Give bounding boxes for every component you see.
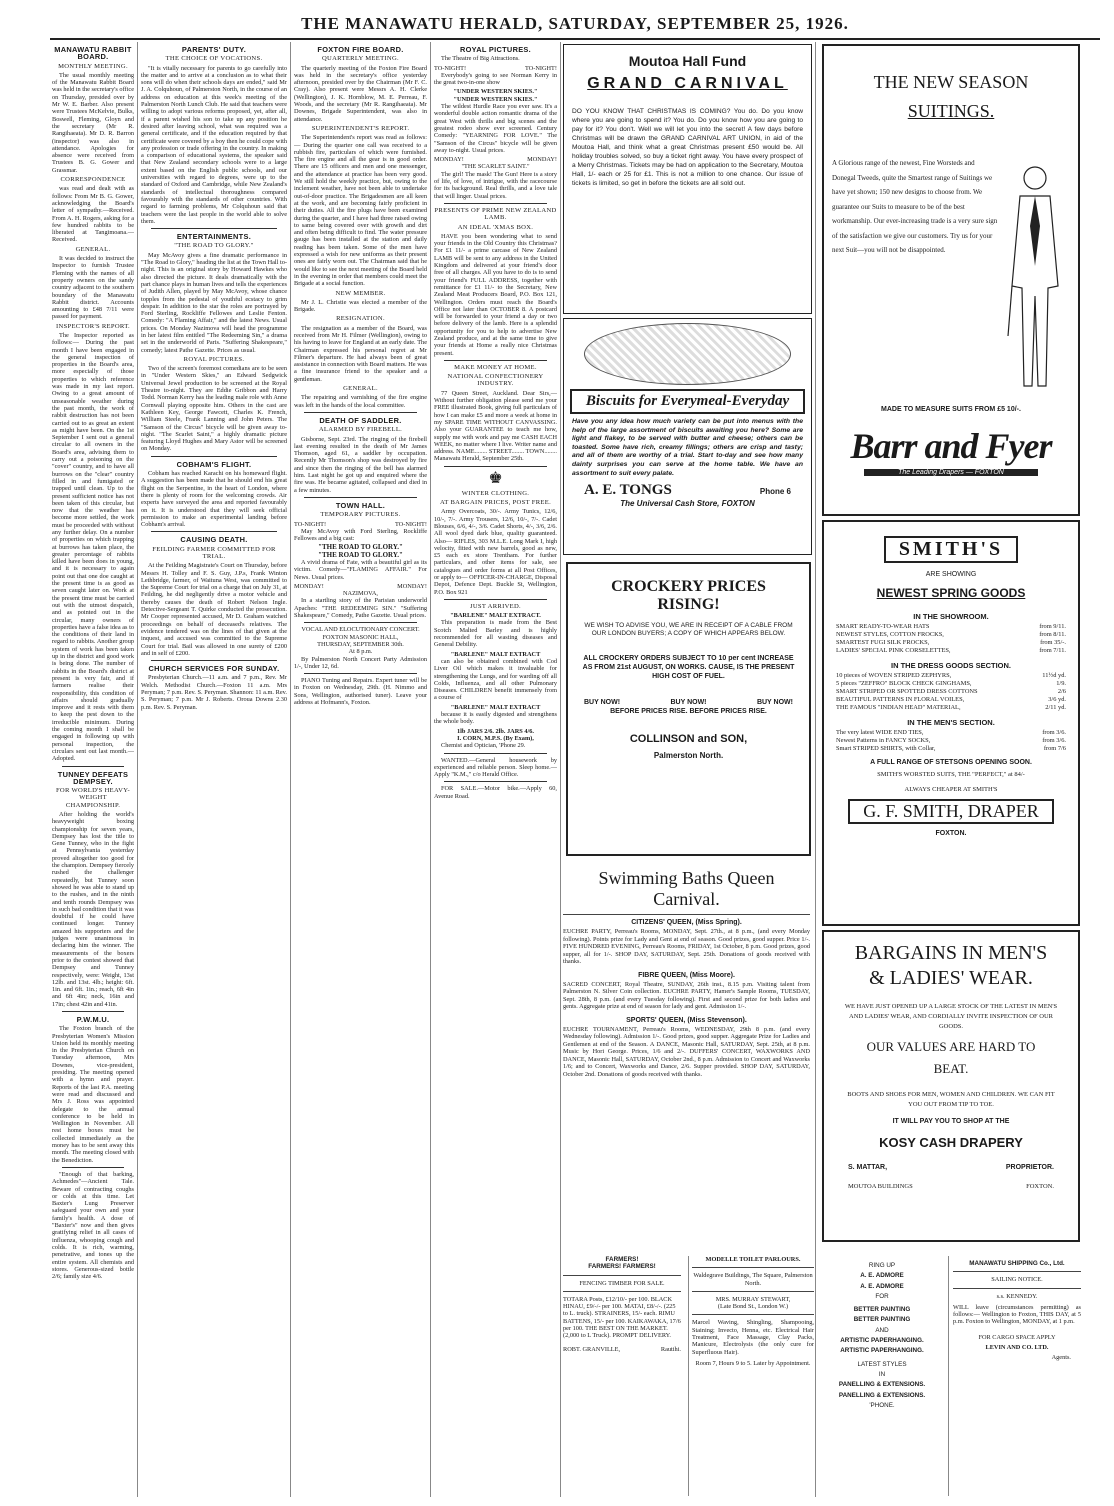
stetsons-line: A FULL RANGE OF STETSONS OPENING SOON. xyxy=(870,759,1032,766)
item-price: from 7/11. xyxy=(1039,647,1066,654)
farmers-place: Rautihi. xyxy=(660,1345,681,1353)
item-price: 2/11 yd. xyxy=(1045,704,1066,711)
smiths-title: SMITH'S xyxy=(884,536,1018,563)
store-tagline: The Universal Cash Store, FOXTON xyxy=(620,499,755,509)
barr-fyer-logo: Barr and Fyer xyxy=(850,426,1052,466)
shipping-notice: SAILING NOTICE. xyxy=(991,1276,1043,1284)
suitings-subtitle: SUITINGS. xyxy=(907,101,995,121)
price-line: 1lb JARS 2/6. 2lb. JARS 4/6. xyxy=(457,727,534,735)
admore-name: A. E. ADMORE xyxy=(860,1282,904,1290)
admore-service: ARTISTIC PAPERHANGING. xyxy=(840,1337,924,1345)
product-title: "BARLENE" MALT EXTRACT. xyxy=(450,612,541,620)
paragraph: because it is easily digested and strengthens the whole body. xyxy=(434,711,557,726)
paragraph: Army Overcoats, 30/-. Army Tunics, 12/6, 10/-, 7/-. Army Trousers, 12/6, 10/-, 7/-. Cadet Blouses, 6/6, 4/-, 3/6. Cadet Shorts, 4/-, 3/6, 2/6. All wool dyed dark blue, quality guaranteed. Also— RIFLES, 303 M.L.E. Long Mark I, high velocity, fitted with new barrels, good as new, £5 each ex store Trentham. For further particulars, and other items for sale, see catalogues and order forms at all Post Offices, or apply to— OFFICER-IN-CHARGE, Disposal Depot, Defence Dept. Buckle St, Wellington, P.O. Box 921 xyxy=(434,508,557,596)
section-heading: IN THE DRESS GOODS SECTION. xyxy=(890,661,1011,670)
admore-ad xyxy=(822,1256,942,1496)
crockery-subtitle: RISING! xyxy=(657,596,720,613)
queen-events: SACRED CONCERT, Royal Theatre, SUNDAY, 26th inst., 8.15 p.m. Visiting talent from Palmerston N. Silver Coin collection. EUCHRE PARTY, Hamer's Sample Rooms, TUESDAY, Sept. 28th, 8 p.m. (and every Tuesday following). First and second prize for both ladies and gents. Aggregate prize at end of season for lady and gent. Admission 1/-. xyxy=(563,980,810,1010)
item-name: 10 pieces of WOVEN STRIPED ZEPHYRS, xyxy=(836,672,952,679)
item-price: from 3/6. xyxy=(1042,737,1066,744)
subhead: MONTHLY MEETING. xyxy=(58,62,128,70)
barr-fyer-tagline: The Leading Drapers — FOXTON xyxy=(864,469,1038,476)
paragraph: The wildest Hurdle Race you ever saw. It's a wonderful double action romantic drama of the great West with thrills and big scenes and the greatest rodeo show ever screened. Century Comedy: "YEARNING FOR LOVE." The "Samson of the Circus" bicycle will be given away to-night. Usual prices. xyxy=(434,103,557,154)
modelle-note: (Late Bond St., London W.) xyxy=(717,1303,789,1311)
subhead: INSPECTOR'S REPORT. xyxy=(55,322,131,330)
swimming-subtitle: Carnival. xyxy=(653,889,720,909)
modelle-hours: Room 7, Hours 9 to 5. Later by Appointment. xyxy=(695,1359,811,1367)
queen-heading: FIBRE QUEEN, (Miss Moore). xyxy=(638,971,735,979)
dress-goods-list xyxy=(824,670,1078,714)
subhead: CORRESPONDENCE xyxy=(60,176,126,184)
concert-date: THURSDAY, SEPTEMBER 30th. xyxy=(317,640,404,648)
column-2 xyxy=(141,42,287,1497)
film-title: "THE ROAD TO GLORY." xyxy=(318,543,403,552)
paragraph: The Superintendent's report was read as follows:— During the quarter one call was received to a rubbish fire, particulars of which were furnished. The fire engine and all the gear is in good order. There are 15 officers and men and one messenger, and the attendance at practice has been very good. We still hold the weekly practice, but, owing to the inclement weather, have not been able to undertake out-of-door practice. The Brigadesmen are all keen at the work, and are becoming fairly proficient in their duties. All the fire plugs have been examined during the quarter, and I have had three raised owing to same being covered over with growth and dirt and often being difficult to find. The water pressure gauge has been installed at the station and daily reading has been taken. Some of the men have expressed a wish for new uniforms as their present ones are fairly worn out. The Chairman said that he would like to see the next meeting of the Board held in the evening in order that members could meet the Brigade at a social function. xyxy=(294,134,427,288)
item-price: 1/9. xyxy=(1056,680,1066,687)
admore-service: PANELLING & EXTENSIONS. xyxy=(838,1381,926,1389)
subhead: WINTER CLOTHING. xyxy=(461,489,530,497)
biscuit-tray-illustration xyxy=(584,323,791,385)
section-heading: IN THE SHOWROOM. xyxy=(913,612,989,621)
list-item xyxy=(836,704,1066,712)
item-price: 11½d yd. xyxy=(1042,672,1066,679)
crockery-title: CROCKERY PRICES xyxy=(611,578,766,595)
queen-heading: CITIZENS' QUEEN, (Miss Spring). xyxy=(631,919,742,926)
headline: MANAWATU RABBIT BOARD. xyxy=(54,45,132,62)
subhead: NATIONAL CONFECTIONERY INDUSTRY. xyxy=(447,373,544,388)
subhead: THE CHOICE OF VOCATIONS. xyxy=(165,55,263,63)
store-building: MOUTOA BUILDINGS xyxy=(848,1183,913,1190)
subhead: AN IDEAL 'XMAS BOX. xyxy=(457,223,534,231)
admore-service: BETTER PAINTING xyxy=(853,1306,911,1314)
column-3 xyxy=(294,42,427,1497)
item-name: The very latest WIDE END TIES, xyxy=(836,729,924,736)
item-price: from 9/11. xyxy=(1039,623,1066,630)
list-item xyxy=(836,688,1066,696)
text: TO-NIGHT! xyxy=(294,520,327,528)
paragraph: Cobham has reached Karachi on his homeward flight. A suggestion has been made that he should end his great flight on the Serpentine, in the heart of London, where there is plenty of room for the welcoming crowds. Air experts have surveyed the area and reported favourably on it. It is understood that they will seek official permission to make an experimental landing before Cobham's arrival. xyxy=(141,470,287,529)
paragraph: A vivid drama of Fate, with a beautiful girl as its victim. Comedy—"FLAMING AFFAIR." For News. Usual prices. xyxy=(294,559,427,581)
carnival-text: DO YOU KNOW THAT CHRISTMAS IS COMING? You do. Do you know where you are going to spend it? You do. Do you know how you are going to pay for it? You don't. Well we will let you into the secret! A few days before Christmas will be drawn the GRAND CARNIVAL ART UNION, in aid of the Moutoa Hall, and think what a great Christmas present £50 would be. All holiday troubles solved, so buy a ticket right away. You have every prospect of a Merry Christmas. Tickets may be had on application to the Secretary, Moutoa Hall, 1/- each or 25 for £1. This is not a million to one chance. Our issue of tickets is limited, so get in before the tickets are all sold out. xyxy=(572,108,803,187)
item-name: NEWEST STYLES, COTTON FROCKS, xyxy=(836,631,944,638)
text: TO-NIGHT! xyxy=(394,520,427,528)
item-name: LADIES' SPECIAL PINK CORSELETTES, xyxy=(836,647,951,654)
item-name: SMARTEST FUGI SILK FROCKS, xyxy=(836,639,930,646)
queen-heading: SPORTS' QUEEN, (Miss Stevenson). xyxy=(626,1016,747,1024)
admore-line: AND xyxy=(875,1326,889,1334)
headline: DEATH OF SADDLER. xyxy=(319,415,402,425)
crockery-location: Palmerston North. xyxy=(653,751,724,760)
item-name: SMART READY-TO-WEAR HATS xyxy=(836,623,930,630)
shipping-company: MANAWATU SHIPPING Co., Ltd. xyxy=(969,1260,1065,1267)
paragraph: In a startling story of the Parisian underworld Apaches: "THE REDEEMING SIN." "Suffering Shakespeare," Comedy, Pathe Gazette. Usual prices. xyxy=(294,597,427,620)
subhead: FEILDING FARMER COMMITTED FOR TRIAL. xyxy=(152,545,276,560)
farmers-heading: FENCING TIMBER FOR SALE. xyxy=(579,1279,665,1287)
proprietor-name: S. MATTAR, xyxy=(848,1164,888,1171)
paragraph: Chemist and Optician, 'Phone 29. xyxy=(441,742,526,750)
admore-name: A. E. ADMORE xyxy=(860,1272,904,1280)
admore-line: FOR xyxy=(875,1292,889,1300)
carnival-title: Moutoa Hall Fund xyxy=(628,53,747,69)
bargains-store: KOSY CASH DRAPERY xyxy=(879,1135,1023,1150)
headline: PARENTS' DUTY. xyxy=(181,45,247,54)
carnival-ad xyxy=(563,44,812,314)
paragraph: By Palmerston North Concert Party Admission 1/-, Under 12, 6d. xyxy=(294,655,427,670)
paragraph: The girl! The mask! The Gun! Here is a story of life, of love, of intrigue, with the racecourse for its background. Real thrills, and a love tale that will linger. Usual prices. xyxy=(434,170,557,200)
item-price: 3/6 yd. xyxy=(1048,696,1066,703)
admore-service: BETTER PAINTING xyxy=(853,1316,911,1324)
farmers-title-2: FARMERS! FARMERS! xyxy=(588,1263,656,1271)
list-item xyxy=(836,647,1066,655)
masthead-title: THE MANAWATU HERALD, SATURDAY, SEPTEMBER 25, 1926. xyxy=(301,14,849,33)
paragraph: Gisborne, Sept. 23rd. The ringing of the firebell last evening resulted in the death of Mr James Thomson, aged 61, a saddler by occupation. Recently Mr Thomson's shop was destroyed by fire and since then the ringing of the bell has alarmed him. Last night he got up and enquired where the fire was. He became agitated, collapsed and died in a few minutes. xyxy=(294,435,427,494)
smiths-headline: NEWEST SPRING GOODS xyxy=(876,586,1026,600)
paragraph: can also be obtained combined with Cod Liver Oil which makes it invaluable for strengthening the Lungs, and for warding off all Colds, Influenza, and all other Pulmonary Diseases. CHILDREN benefit immensely from a course of xyxy=(434,657,557,702)
subhead: PRESENTS OF PRIME NEW ZEALAND LAMB. xyxy=(434,206,557,222)
cheaper-line: ALWAYS CHEAPER AT SMITH'S xyxy=(904,786,998,793)
modelle-services: Marcel Waving, Shingling, Shampooing, Staining; Invecto, Henna, etc. Electrical Hair Treatment, Face Massage, Clay Packs, Manicure, Electrolysis (the only cure for Superfluous Hair). xyxy=(692,1319,814,1356)
product-title: "BARLENE" MALT EXTRACT xyxy=(450,650,541,658)
list-item xyxy=(836,639,1066,647)
biscuits-text: Have you any idea how much variety can be put into menus with the help of the large assortment of biscuits awaiting you here? Some are light and flakey, to be served with butter and cheese; others can be toasted. Some have rich, creamy fillings; others are crisp and tasty; and all of them are worthy of a trial. Start to-day and see how many dainty surprises you can serve at the home table. We have an assortment to suit every palate. xyxy=(572,418,803,477)
shipping-vessel: s.s. KENNEDY. xyxy=(996,1292,1038,1300)
masthead xyxy=(50,14,1100,40)
chemist-name: I. CORN, M.P.S. (By Exam), xyxy=(457,734,534,742)
item-price: from 3/6. xyxy=(1042,729,1066,736)
paragraph: The repairing and varnishing of the fire engine was left in the hands of the local committee. xyxy=(294,394,427,409)
store-name: A. E. TONGS xyxy=(584,482,672,499)
biscuits-banner: Biscuits for Everymeal-Everyday xyxy=(570,389,805,414)
subhead: AT BARGAIN PRICES, POST FREE. xyxy=(439,499,552,507)
modelle-title: MODELLE TOILET PARLOURS. xyxy=(705,1256,801,1263)
film-title: "UNDER WESTERN SKIES." xyxy=(453,88,538,96)
farmers-seller: ROBT. GRANVILLE, xyxy=(563,1345,621,1353)
queen-events: EUCHRE TOURNAMENT, Perreau's Rooms, WEDNESDAY, 29th 8 p.m. (and every Wednesday following). Admission 1/-. Good prizes, good supper. Aggregate Prize for Ladies and Gentlemen at end of the Season. A DANCE, Masonic Hall, SATURDAY, Sept. 25th, at 8 p.m. Music by Hori George. Prices, 1/6 and 2/-. DUFFERS' CONCERT, WAXWORKS AND DANCE, Masonic Hall, SATURDAY, October 2nd., 8 p.m. Admission to Concert and Waxworks 1/6; and to Concert, Waxworks and Dance, 2/6. Supper provided. SHOP DAY, SATURDAY, October 2nd. Donations of goods received with thanks. xyxy=(563,1025,810,1078)
shipping-cargo: FOR CARGO SPACE APPLY xyxy=(978,1333,1056,1341)
crest-icon: ♚ xyxy=(488,469,503,487)
bargains-values: OUR VALUES ARE HARD TO BEAT. xyxy=(866,1039,1036,1076)
paragraph: It was decided to instruct the Inspector to furnish Trustee Fleming with the names of all property owners on the sandy country adjacent to the southern boundary of the Manawatu Rabbit district. Accounts amounting to £48 7/11 were passed for payment. xyxy=(52,255,134,321)
crockery-notice: ALL CROCKERY ORDERS SUBJECT TO 10 per cent INCREASE AS FROM 21st AUGUST, ON WORKS. CAUSE, IS THE PRESENT HIGH COST OF FUEL. xyxy=(582,655,795,680)
paragraph: 77 Queen Street, Auckland. Dear Sirs,—Without further obligation please send me your FREE illustrated Book, giving full particulars of how I can make £5 and more a week at home in my SPARE TIME WITHOUT CANVASSING. Also your GUARANTEE to teach me how, supply me with work and pay me CASH EACH WEEK, no matter where I live. Writer name and address. NAME........ STREET........ TOWN........ Manawatu Herald, September 25th. xyxy=(434,389,557,463)
paragraph: FOR SALE.—Motor bike.—Apply 60, Avenue Road. xyxy=(434,785,557,800)
concert-title: VOCAL AND ELOCUTIONARY CONCERT. xyxy=(301,626,420,634)
buy-now: BUY NOW! xyxy=(584,699,621,706)
text: TO-NIGHT! xyxy=(434,64,467,72)
film-title: "THE SCARLET SAINT." xyxy=(461,163,530,171)
farmers-ad xyxy=(563,1256,681,1496)
paragraph: was read and dealt with as follows: From Mr B. G. Gower, acknowledging the Board's letter of sympathy.—Received. From A. H. Rogers, asking for a few hundred rabbits to be liberated at Tangimoana.—Received. xyxy=(52,185,134,244)
text: TO-NIGHT! xyxy=(524,64,557,72)
bargains-title: BARGAINS IN MEN'S xyxy=(854,942,1048,964)
smiths-name: G. F. SMITH, DRAPER xyxy=(848,799,1054,824)
paragraph: After holding the world's heavyweight boxing championship for seven years, Dempsey has lost the title to Gene Tunney, who in the fight at Pennsylvania yesterday proved altogether too good for the champion. Dempsey fiercely rushed the challenger repeatedly, but Tunney soon showed he was able to stand up to the rushes, and in the ninth and tenth rounds Dempsey was in such bad condition that it was doubtful if he could have continued longer. Tunney amazed his supporters and the judges were unanimous in declaring him the winner. The measurements of the boxers prior to the contest showed that Dempsey and Tunney respectively, were: Weight, 13st 12lb. and 13st. 4lb.; height: 6ft. 1in. and 6ft. 1in.; reach, 6ft 4in and 6ft 4in; neck, 16in and 17in; chest 42in and 41in. xyxy=(52,810,134,1008)
paragraph: May McAvoy with Ford Sterling, Rockliffe Fellowes and a big cast: xyxy=(294,527,427,543)
subhead: ROYAL PICTURES. xyxy=(183,355,245,363)
headline: ENTERTAINMENTS. xyxy=(176,232,252,242)
product-title: "BARLENE" MALT EXTRACT xyxy=(450,703,541,711)
suitings-text: A Glorious range of the newest, Fine Worsteds and Donegal Tweeds, quite the Smartest range of Suitings we have yet shown; 150 new designs to choose from. We guarantee our Suits to measure to be of the best workmanship. Our ever-increasing trade is a very sure sign of the satisfaction we give our customers. Try us for your next Suit—you will not be disappointed. xyxy=(832,159,998,254)
list-item xyxy=(836,631,1066,639)
farmers-title: FARMERS! xyxy=(605,1256,639,1263)
headline: CAUSING DEATH. xyxy=(180,535,248,545)
film-title: NAZIMOVA, xyxy=(342,590,379,598)
film-title: "UNDER WESTERN SKIES." xyxy=(453,95,538,103)
swimming-ad xyxy=(563,858,810,1253)
suitings-title: THE NEW SEASON xyxy=(873,72,1029,92)
paragraph: "It is vitally necessary for parents to go carefully into the matter and to arrive at a conclusion as to what their sons will do when their schools days are ended," said Mr J. A. Colquhoun, of Palmerston North, in the course of an address on education at this week's meeting of the Palmerston North Lunch Club. He said that teachers were willing to adopt various reforms proposed, yet, after all, if a parent wished his son to take up any position he desired after leaving school, what was required was a general certificate, and if the education required by that certificate were covered by a boy then he could cope with any profession or trade offering in the country. In making a comparison of educational systems, the speaker said that New Zealand secondary schools were to a large extent based on the English public schools, and our universities with regard to degrees, were up to the standard of Oxford and Cambridge, while New Zealand's standards of intellectual thoroughness compared favourably with the standards of other countries. With regard to farming problems, Mr Colquhoun said that teachers were the last people in the world able to solve them. xyxy=(141,64,287,225)
bargains-pay: IT WILL PAY YOU TO SHOP AT THE xyxy=(892,1118,1010,1125)
queen-events: EUCHRE PARTY, Perreau's Rooms, MONDAY, Sept. 27th., at 8 p.m., (and every Monday following). Points prize for Lady and Gent at end of season. Good prizes, good supper. Price 1/-. FIVE HUNDRED EVENING, Perreau's Rooms, FRIDAY, 1st October, 8 p.m. Good prizes, good supper, all for 1/-. SHOP DAY, SATURDAY, Sept. 25th. Donations of goods received with thanks. xyxy=(563,928,810,965)
suitings-price: MADE TO MEASURE SUITS FROM £5 10/-. xyxy=(881,406,1021,413)
gentleman-illustration xyxy=(1000,156,1070,396)
bargains-ad xyxy=(822,930,1080,1242)
list-item xyxy=(836,672,1066,680)
subhead: ALARMED BY FIREBELL. xyxy=(318,426,403,434)
store-phone: Phone 6 xyxy=(759,487,791,497)
film-title: "THE ROAD TO GLORY." xyxy=(318,550,403,559)
paragraph: This preparation is made from the Best Scotch Malted Barley and is highly recommended for all wasting diseases and General Debility. xyxy=(434,619,557,649)
smiths-ad xyxy=(822,520,1080,926)
buy-now: BUY NOW! xyxy=(670,699,707,706)
smiths-showing: ARE SHOWING xyxy=(925,571,977,578)
crockery-text: WE WISH TO ADVISE YOU, WE ARE IN RECEIPT OF A CABLE FROM OUR LONDON BUYERS; A COPY OF WHICH APPEARS BELOW. xyxy=(584,622,793,637)
crockery-firm: COLLINSON and SON, xyxy=(629,733,748,745)
paragraph: Two of the screen's foremost comedians are to be seen in "Under Western Skies," an Edward Sedgwick Universal Jewel production to be screened at the Royal Theatre to-night. They are Eddie Gribbon and Harry Todd. Norman Kerry has the leading male role with Anne Cornwall playing opposite him. Others in the cast are Kathleen Key, George Fawcett, Charles K. French, William Steele, Frank Lanning and John Peters. The "Samson of the Circus" bicycle will be given away to-night. "The Scarlet Saint," a highly dramatic picture featuring Lloyd Hughes and Mary Astor will be screened on Monday. xyxy=(141,365,287,453)
paragraph: Mr J. L. Christie was elected a member of the Brigade. xyxy=(294,298,427,314)
modelle-address: Waldegrave Buildings, The Square, Palmerston North. xyxy=(693,1272,813,1287)
shipping-agents-label: Agents. xyxy=(1051,1354,1071,1362)
headline: TOWN HALL. xyxy=(335,500,386,510)
item-name: Smart STRIPED SHIRTS, with Collar, xyxy=(836,745,936,752)
item-price: from 35/-. xyxy=(1040,639,1066,646)
section-heading: IN THE MEN'S SECTION. xyxy=(907,718,995,727)
shipping-schedule: WILL leave (circumstances permitting) as follows:— Wellington to Foxton, THIS DAY, at 5 p.m. Foxton to Wellington, MONDAY, at 1 p.m. xyxy=(953,1303,1081,1326)
bargains-subtitle: & LADIES' WEAR. xyxy=(869,967,1033,989)
paragraph: At the Feilding Magistrate's Court on Thursday, before Messrs H. Tolley and F. S. Guy, J.P.s, Frank Winton Lethbridge, farmer, of Waituna West, was committed to the Supreme Court for trial on a charge that on July 31, at Feilding, he did negligently drive a motor vehicle and thereby causes the death of Robert Nelson Ingle. Detective-Sergeant T. Quirke conducted the prosecution. Mr Cooper represented accused, Mr D. Graham watched proceedings on behalf of deceased's relatives. The evidence tendered was on the lines of that given at the inquest, and accused was committed to the Supreme Court for trial. Bail was allowed in one surety of £200 and in self of £200. xyxy=(141,562,287,657)
subhead: JUST ARRIVED. xyxy=(469,602,522,610)
paragraph: Everybody's going to see Norman Kerry in the great two-in-one show xyxy=(434,71,557,87)
admore-line: RING UP xyxy=(868,1262,896,1269)
buy-now: BUY NOW! xyxy=(756,699,793,706)
list-item xyxy=(836,745,1066,753)
text: MONDAY! xyxy=(397,582,427,590)
paragraph: WANTED.—General housework by experienced and reliable person. Sleep home.—Apply "K.M.," c/o Herald Office. xyxy=(434,756,557,779)
headline: CHURCH SERVICES FOR SUNDAY. xyxy=(148,664,280,674)
paragraph: The resignation as a member of the Board, was received from Mr H. Filmer (Wellington), owing to his having to leave for England at an early date. The Chairman expressed his personal regret at Mr Filmer's departure. He had always been of great assistance in connection with Board matters. He was a fine insurance friend to the speaker and a gentleman. xyxy=(294,324,427,383)
item-price: 2/6 xyxy=(1057,688,1066,695)
list-item xyxy=(836,623,1066,631)
subhead: SUPERINTENDENT'S REPORT. xyxy=(311,124,410,132)
text: MONDAY! xyxy=(294,582,324,590)
list-item xyxy=(836,737,1066,745)
bargains-footwear: BOOTS AND SHOES FOR MEN, WOMEN AND CHILDREN. WE CAN FIT YOU OUT FROM TIP TO TOE. xyxy=(847,1091,1055,1108)
list-item xyxy=(836,696,1066,704)
showroom-list xyxy=(824,621,1078,657)
subhead: FOR WORLD'S HEAVY-WEIGHT CHAMPIONSHIP. xyxy=(55,787,131,809)
admore-line: IN xyxy=(878,1370,886,1378)
crockery-ad xyxy=(566,562,811,856)
admore-service: PANELLING & EXTENSIONS. xyxy=(838,1391,926,1399)
paragraph: The Inspector reported as follows:— During the past month I have been engaged in the general inspection of properties in the Board's area, more especially of those properties to which reference was made in my last report. Owing to a great amount of unseasonable weather during the past month, the work of rabbit destruction has not been carried out to as great an extent as might have been. On the 1st September I sent out a general circular to all owners in the Board's area, advising them to carry out a poisoning on the "cover" country, and to have all burrows on the "clear" country filled in and fumigated or trapped until clean. Up to the present sufficient notice has not been taken of this circular, but now that the weather has become more settled, the work must be proceeded with without any further delay. On a number of properties on which trapping at burrows has taken place, the greater percentage of rabbits killed have been does in young, and it is necessary to again point out that one doe caught at the present time is as good as seven caught later on. Work at the present time must be carried out with the utmost despatch, and as pointed out in the circular, many owners of properties have a false idea as to the conditions of their land in regard to rabbits. Another group system of work has been taken up in the district and good work is being done. The number of rabbits in the Board's district at present is very fair, and if farmers realise their responsibility, this condition of affairs should gradually improve and it rests with them to keep the pest down to the irreducible minimum. During the coming month I shall be engaged in following up with personal inspection, the circulars sent out last month.—Adopted. xyxy=(52,331,134,763)
timber-list: TOTARA Posts, £12/10/- per 100. BLACK HINAU, £9/-/- per 100. MATAI, £8/-/-. (225 to L. truck). STRAINERS, 15/- each. RIMU BATTENS, 15/- per 100. KAIKAWAKA, 17/6 per 100. THE BEST ON THE MARKET. (2,000 to L Truck). PROMPT DELIVERY. xyxy=(563,1295,681,1340)
headline: FOXTON FIRE BOARD. xyxy=(317,45,404,54)
item-name: THE FAMOUS "INDIAN HEAD" MATERIAL, xyxy=(836,704,961,711)
item-price: from 7/6 xyxy=(1043,745,1066,752)
store-town: FOXTON. xyxy=(1026,1183,1054,1190)
subhead: TEMPORARY PICTURES. xyxy=(320,511,401,519)
paragraph: "Enough of that barking, Achmedes"—Ancient Tale. Beware of contracting coughs or colds at this time. Let Baxter's Lung Preserver safeguard your own and your family's health. A dose of "Baxter's" now and then gives gratifying relief in all cases of influenza, whooping cough and colds. It is rich, warming, penetrative, and tones up the entire system. All chemists and stores. Generous-sized bottle 2/6; family size 4/6. xyxy=(52,1170,134,1281)
modelle-ad xyxy=(688,1256,814,1496)
admore-line: LATEST STYLES xyxy=(857,1360,907,1368)
list-item xyxy=(836,680,1066,688)
item-name: SMART STRIPED OR SPOTTED DRESS COTTONS xyxy=(836,688,978,695)
item-name: BEAUTIFUL PATTERNS IN FLORAL VOILES, xyxy=(836,696,965,703)
paragraph: PIANO Tuning and Repairs. Expert tuner will be in Foxton on Wednesday, 29th. (H. Nimmo and Sons, Wellington, authorised tuner). Leave your address at Hofmann's, Foxton. xyxy=(294,677,427,707)
shipping-agent: LEVIN AND CO. LTD. xyxy=(985,1344,1049,1352)
modelle-proprietor: MRS. MURRAY STEWART, xyxy=(715,1295,791,1303)
swimming-title: Swimming Baths Queen xyxy=(598,868,775,888)
biscuits-ad xyxy=(563,318,812,555)
crockery-slogan: BEFORE PRICES RISE. BEFORE PRICES RISE. xyxy=(610,708,767,715)
worsted-line: SMITH'S WORSTED SUITS, THE "PERFECT," at 84/- xyxy=(877,771,1025,778)
carnival-heading: GRAND CARNIVAL xyxy=(587,75,788,92)
item-price: from 8/11. xyxy=(1039,631,1066,638)
proprietor-label: PROPRIETOR. xyxy=(1005,1164,1054,1171)
bargains-text: WE HAVE JUST OPENED UP A LARGE STOCK OF THE LATEST IN MEN'S AND LADIES' WEAR, AND CORDIALLY INVITE INSPECTION OF OUR GOODS. xyxy=(844,1003,1058,1030)
subhead: MAKE MONEY AT HOME. xyxy=(454,363,537,371)
subhead: NEW MEMBER. xyxy=(335,289,386,297)
shipping-ad xyxy=(948,1256,1081,1496)
subhead: GENERAL. xyxy=(75,245,111,253)
headline: ROYAL PICTURES. xyxy=(459,45,532,54)
column-4 xyxy=(434,42,557,1497)
subhead: QUARTERLY MEETING. xyxy=(322,55,399,63)
paragraph: The Theatre of Big Attractions. xyxy=(441,55,520,63)
paragraph: May McAvoy gives a fine dramatic performance in "The Road to Glory," heading the list at the Town Hall to-night. This is an original story by Howard Hawkes who also directed the picture. It deals dramatically with the part chance plays in human lives and tells the experiences of Judith Allen, played by May McAvoy, whose chance topples from the pedestal of youthful ecstacy to grim despair. In addition to the star the roles are portrayed by Ford Sterling, Rockliffe Fellowes and Leslie Fenton. Comedy: "A Flaming Affair," and the latest News. Usual prices. On Monday Nazimova will head the programme in her latest film entitled "The Redeeming Sin," a drama set in the underworld of Paris. "Suffering Shakespeare," comedy; latest Pathe Gazette. Prices as usual. xyxy=(141,251,287,354)
paragraph: Presbyterian Church.—11 a.m. and 7 p.m., Rev. Mr Welch. Methodist Church.—Foxton 11 a.m. Mrs Peryman; 7 p.m. Rev. S. Peryman. Shannon: 11 a.m. Rev. S. Peryman; 7 p.m. Mr J. Roberts. Oroua Downs 2.30 p.m. Rev. S. Peryman. xyxy=(141,674,287,711)
headline: P.W.M.U. xyxy=(76,1015,110,1024)
headline: TUNNEY DEFEATS DEMPSEY. xyxy=(57,769,129,786)
item-name: 5 pieces "ZEFFRO" BLOCK CHECK GINGHAMS, xyxy=(836,680,972,687)
column-1 xyxy=(52,42,134,1497)
subhead: RESIGNATION. xyxy=(336,315,385,323)
paragraph: The usual monthly meeting of the Manawatu Rabbit Board was held in the secretary's office on Thursday, presided over by Mr W. E. Barber. Also present were Trustees McKelvie, Bulks, Boswell, Fleming, Gloyn and the secretary (Mr R. Rangihaeata). Mr D. R. Barron (inspector) was also in attendance. Apologies for absence were received from Trustees B. G. Gower and Grassmar. xyxy=(52,71,134,174)
paragraph: The quarterly meeting of the Foxton Fire Board was held in the secretary's office yesterday afternoon, presided over by the Chairman (Mr F. C. Cray). Also present were Messrs A. H. Clerke (Wellington), J. K. Hornblow, M. E. Perreau, F. Woods, and the secretary (Mr R. Rangihaeata). Mr Downes, Brigade Superintendent, was also in attendance. xyxy=(294,64,427,123)
list-item xyxy=(836,729,1066,737)
suitings-ad xyxy=(822,44,1080,516)
smiths-location: FOXTON. xyxy=(935,830,967,837)
text: MONDAY! xyxy=(527,156,557,164)
headline: COBHAM'S FLIGHT. xyxy=(176,459,252,469)
subhead: GENERAL. xyxy=(343,385,378,393)
admore-service: ARTISTIC PAPERHANGING. xyxy=(840,1347,924,1355)
paragraph: The Foxton branch of the Presbyterian Women's Mission Union held its monthly meeting in the Presbyterian Church on Tuesday afternoon, Mrs Downes, vice-president, presiding. The meeting opened with a hymn and prayer. Reports of the last P.A. meeting were read and discussed and Mrs J. Ross was appointed delegate to the annual conference to be held in Wellington in November. All rest home boxes must be collected immediately as the money has to be sent away this month. The meeting closed with the Benediction. xyxy=(52,1025,134,1164)
mens-list xyxy=(824,727,1078,755)
paragraph: HAVE you been wondering what to send your friends in the Old Country this Christmas? For £1 11/- a prime carcase of New Zealand LAMB will be sent to any address in the United Kingdom and delivered at your friend's door free of all charges. All you have to do is to send your friend's FULL ADDRESS, together with remittance for £1 11/- to the Secretary, New Zealand Meat Producers Board, P.O. Box 121, Wellington. Orders must reach the Board's Office not later than OCTOBER 8. A postcard will be forwarded to your friend a day or two before delivery of the lamb. Here is a splendid opportunity for you to help to advertise New Zealand produce, and at the same time to give your friends at Home a really nice Christmas present. xyxy=(434,232,557,357)
admore-line: 'PHONE. xyxy=(869,1401,895,1409)
subhead: "THE ROAD TO GLORY." xyxy=(174,242,254,250)
text: MONDAY! xyxy=(434,156,464,164)
concert-venue: FOXTON MASONIC HALL, xyxy=(322,633,399,641)
concert-time: At 8 p.m. xyxy=(348,648,373,656)
item-name: Newest Patterns in FANCY SOCKS, xyxy=(836,737,931,744)
